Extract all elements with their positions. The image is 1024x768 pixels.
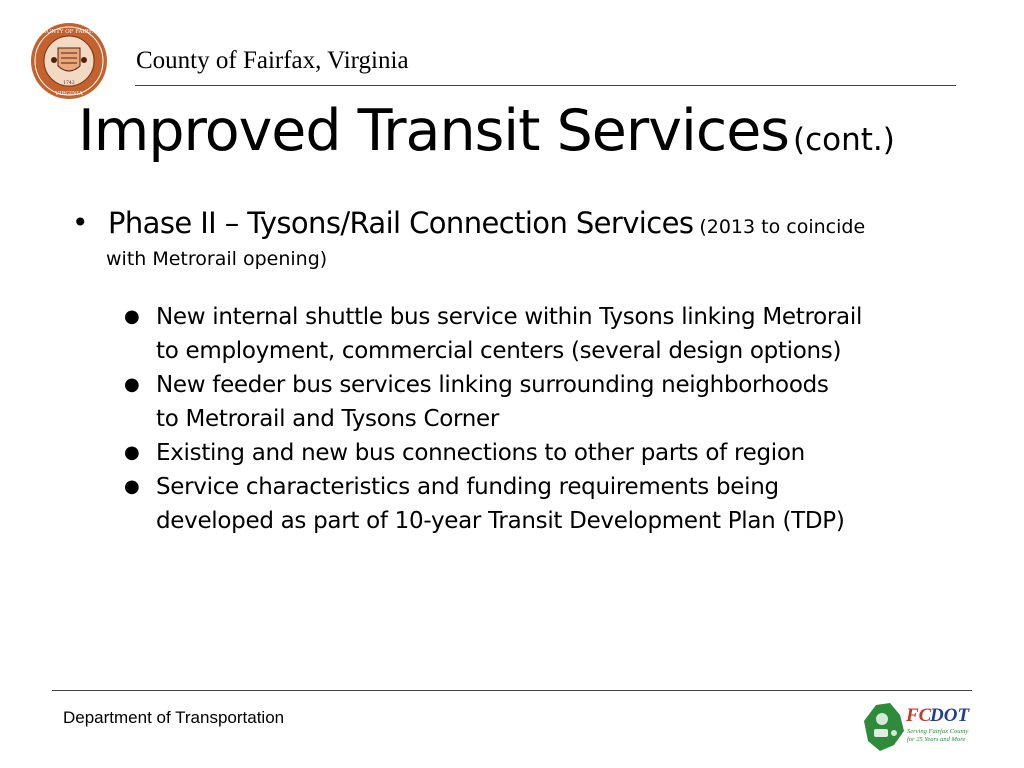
sub-bullet-line: developed as part of 10-year Transit Development Plan (TDP) — [156, 508, 845, 534]
header-divider — [135, 85, 956, 86]
slide-title-text: Improved Transit Services — [78, 98, 789, 164]
sub-bullet-marker: ● — [124, 374, 140, 395]
sub-bullet-line: New internal shuttle bus service within Tysons linking Metrorail — [156, 304, 863, 330]
bullet-marker: • — [72, 206, 89, 239]
sub-bullet-list — [124, 300, 862, 538]
fcdot-logo — [860, 697, 978, 755]
sub-bullet-line: Existing and new bus connections to other parts of region — [156, 440, 805, 466]
slide-title — [78, 96, 895, 175]
svg-text:for 25 Years and More: for 25 Years and More — [907, 736, 966, 743]
fairfax-county-seal — [30, 22, 108, 100]
sub-bullet-marker: ● — [124, 476, 140, 497]
slide-title-suffix: (cont.) — [792, 122, 895, 158]
main-bullet-note: (2013 to coincide — [699, 216, 866, 238]
sub-bullet — [124, 470, 862, 538]
svg-text:VIRGINIA: VIRGINIA — [55, 91, 83, 97]
sub-bullet — [124, 300, 862, 368]
sub-bullet-line: to Metrorail and Tysons Corner — [156, 406, 500, 432]
department-name: Department of Transportation — [63, 708, 285, 727]
svg-text:DOT: DOT — [930, 705, 970, 726]
county-name: County of Fairfax, Virginia — [136, 47, 409, 74]
sub-bullet — [124, 368, 862, 436]
main-bullet-note-continued: with Metrorail opening) — [106, 248, 328, 270]
footer-divider — [52, 690, 972, 691]
sub-bullet-line: New feeder bus services linking surrounding neighborhoods — [156, 372, 829, 398]
sub-bullet — [124, 436, 862, 470]
svg-text:COUNTY OF FAIRFAX: COUNTY OF FAIRFAX — [37, 29, 101, 35]
svg-text:1742: 1742 — [63, 81, 75, 86]
sub-bullet-line: Service characteristics and funding requirements being — [156, 474, 779, 500]
svg-text:Serving Fairfax County: Serving Fairfax County — [907, 728, 969, 735]
sub-bullet-marker: ● — [124, 306, 140, 327]
svg-text:FC: FC — [906, 705, 932, 726]
sub-bullet-marker: ● — [124, 442, 140, 463]
main-bullet-text: Phase II – Tysons/Rail Connection Services — [108, 206, 694, 240]
sub-bullet-line: to employment, commercial centers (several design options) — [156, 338, 842, 364]
